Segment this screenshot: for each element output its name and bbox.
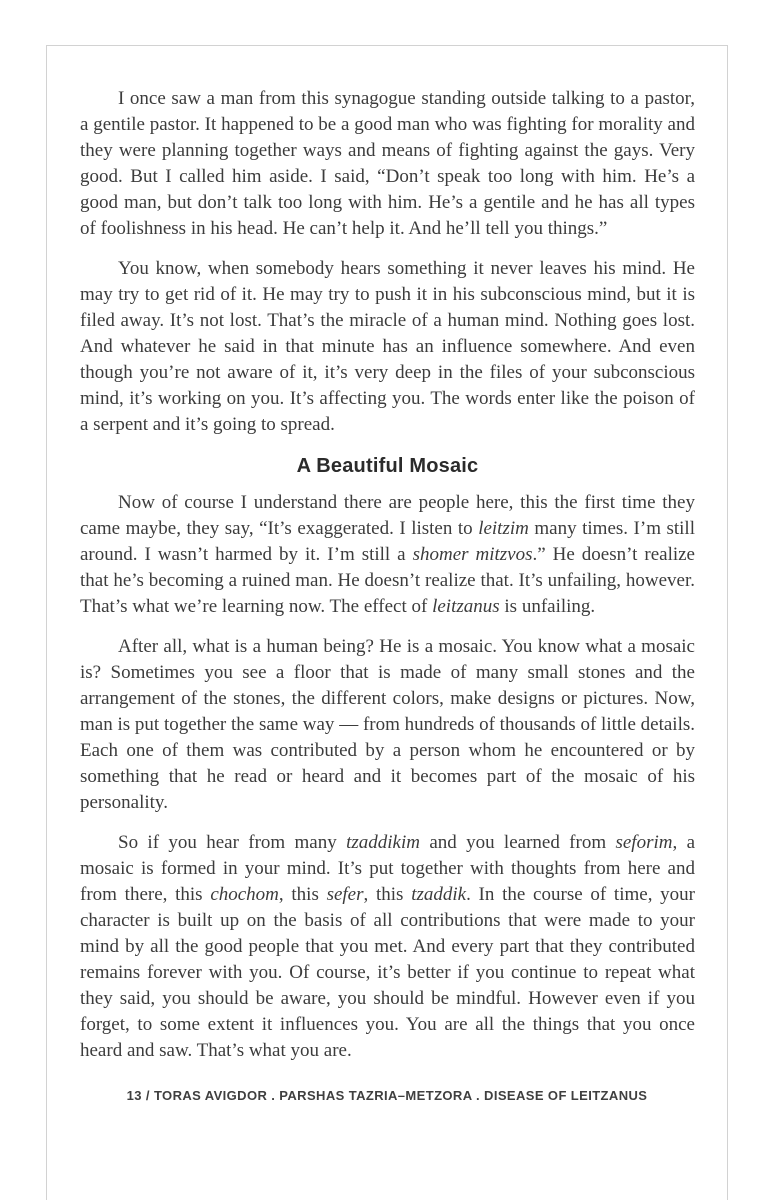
italic-term: tzaddikim	[346, 832, 420, 853]
italic-term: tzaddik	[411, 884, 467, 905]
italic-term: leitzanus	[432, 596, 500, 617]
paragraph: You know, when somebody hears something it never leaves his mind. He may try to get rid of it. He may try to push it in his subconscious mind, but it is filed away. It’s not lost. That’s the miracle of a human mind. Nothing goes lost. And whatever he said in that minute has an influence somewhere. And even though you’re not aware of it, it’s very deep in the files of your subconscious mind, it’s working on you. It’s affecting you. The words enter like the poison of a serpent and it’s going to spread.	[80, 258, 695, 435]
paragraph: I once saw a man from this synagogue standing outside talking to a pastor, a gentile pastor. It happened to be a good man who was fighting for morality and they were planning together ways and means of fighting against the gays. Very good. But I called him aside. I said, “Don’t speak too long with him. He’s a good man, but don’t talk too long with him. He’s a gentile and he has all types of foolishness in his head. He can’t help it. And he’ll tell you things.”	[80, 88, 695, 239]
italic-term: chochom	[210, 884, 279, 905]
section-heading: A Beautiful Mosaic	[296, 455, 479, 477]
italic-term: sefer	[326, 884, 364, 905]
document-page	[46, 45, 728, 1200]
paragraph: So if you hear from many tzaddikim and you learned from seforim, a mosaic is formed in your mind. It’s put together with thoughts from here and from there, this chochom, this sefer, this tzaddik. In the course of time, your character is built up on the basis of all contributions that were made to your mind by all the good people that you met. And every part that they contributed remains forever with you. Of course, it’s better if you continue to repeat what they said, you should be aware, you should be mindful. However even if you forget, to some extent it influences you. You are all the things that you once heard and saw. That’s what you are.	[80, 832, 696, 1061]
italic-term: seforim	[615, 832, 673, 853]
paragraph: Now of course I understand there are people here, this the first time they came maybe, they say, “It’s exaggerated. I listen to leitzim many times. I’m still around. I wasn’t harmed by it. I’m still a shomer mitzvos.” He doesn’t realize that he’s becoming a ruined man. He doesn’t realize that. It’s unfailing, however. That’s what we’re learning now. The effect of leitzanus is unfailing.	[80, 492, 695, 617]
italic-term: shomer mitzvos	[412, 544, 533, 565]
paragraph: After all, what is a human being? He is a mosaic. You know what a mosaic is? Sometimes you see a floor that is made of many small stones and the arrangement of the stones, the different colors, make designs or pictures. Now, man is put together the same way — from hundreds of thousands of little details. Each one of them was contributed by a person whom he encountered or by something that he read or heard and it becomes part of the mosaic of his personality.	[80, 636, 695, 813]
italic-term: leitzim	[478, 518, 529, 539]
document-body	[47, 46, 727, 1064]
page-footer: 13 / TORAS AVIGDOR . PARSHAS TAZRIA–METZORA . DISEASE OF LEITZANUS	[126, 1088, 648, 1103]
